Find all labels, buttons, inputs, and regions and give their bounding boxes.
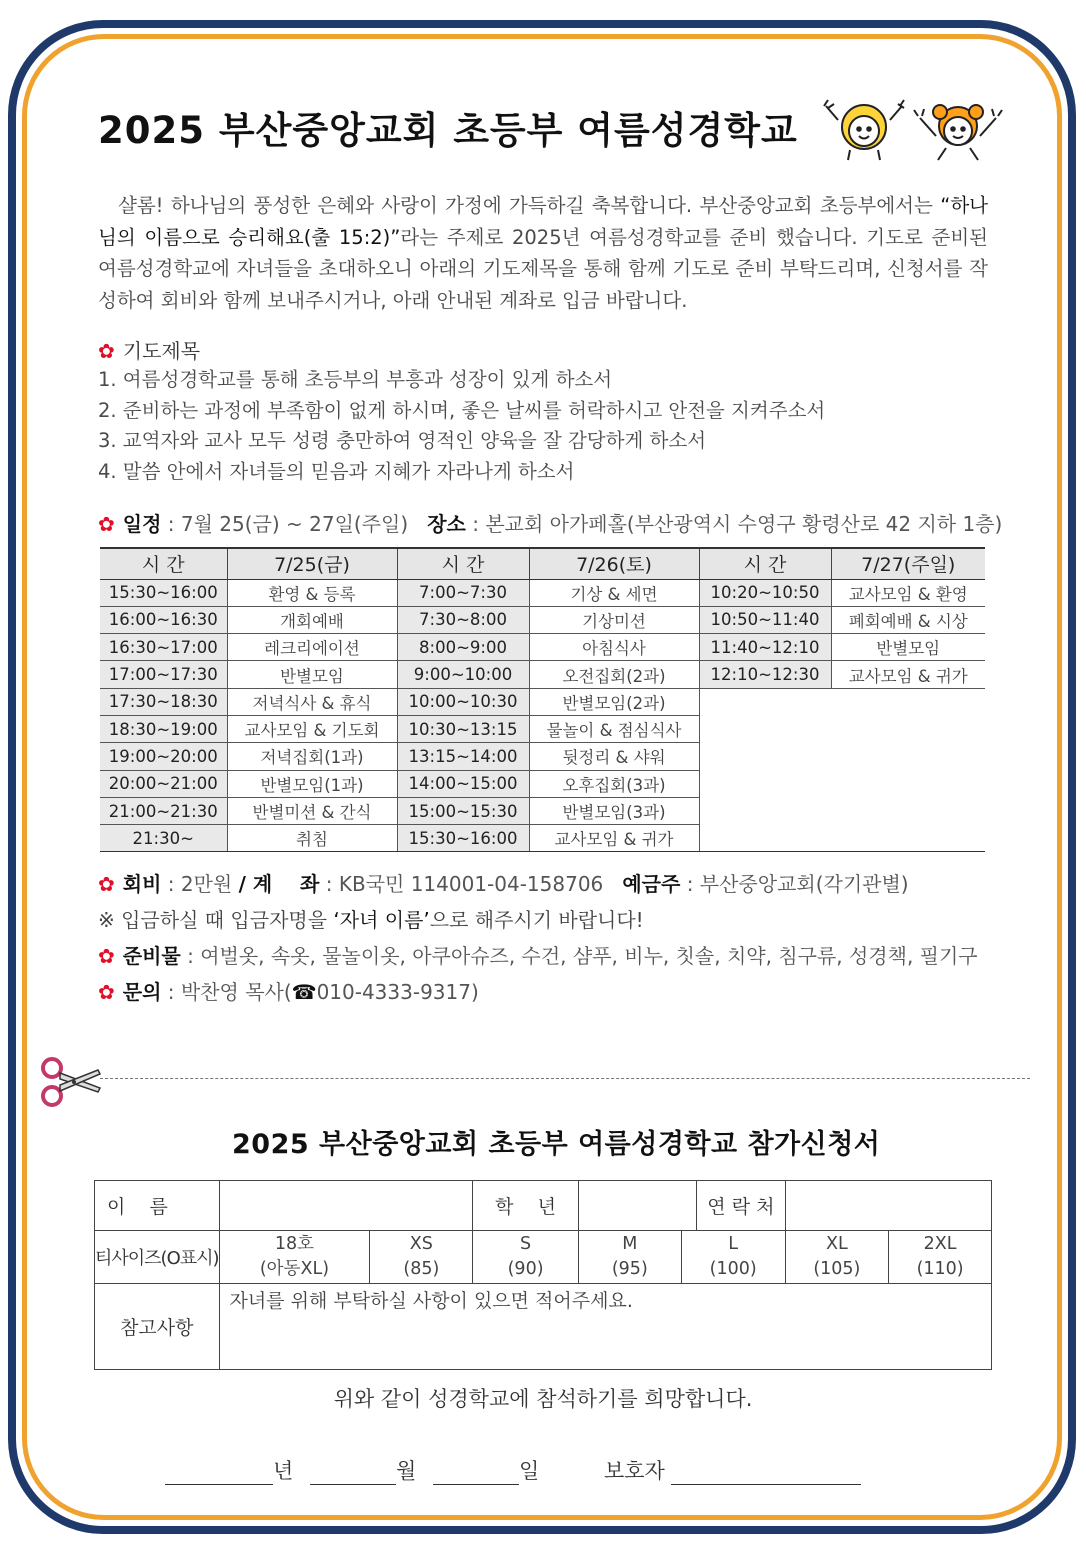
schedule-time-cell: 7:30~8:00 xyxy=(397,606,529,633)
deposit-note-emphasis: ‘자녀 이름’ xyxy=(333,908,430,932)
supplies-value: 여벌옷, 속옷, 물놀이옷, 아쿠아슈즈, 수건, 샴푸, 비누, 칫솔, 치약, 침구류, 성경책, 필기구 xyxy=(200,944,978,968)
prayer-list xyxy=(98,365,825,487)
schedule-time-cell: 10:00~10:30 xyxy=(397,688,529,715)
empty-cell xyxy=(831,825,985,852)
date-label: 일정 xyxy=(122,512,162,536)
intro-theme-quote: “하나님의 이름으로 승리해요(출 15:2)” xyxy=(98,194,988,249)
schedule-event-cell: 기상 & 세면 xyxy=(529,579,699,606)
schedule-event-cell: 반별모임 xyxy=(227,661,397,688)
header-day-1: 7/25(금) xyxy=(227,548,397,579)
size-top: M xyxy=(622,1234,638,1254)
schedule-time-cell: 10:30~13:15 xyxy=(397,715,529,742)
schedule-time-cell: 17:30~18:30 xyxy=(100,688,227,715)
contact-label: 문의 xyxy=(122,980,162,1004)
schedule-time-cell: 14:00~15:00 xyxy=(397,770,529,797)
schedule-row xyxy=(100,797,985,824)
contact-field[interactable] xyxy=(785,1181,991,1231)
fee-row: ✿ 회비 : 2만원 / 계 좌 : KB국민 114001-04-158706 예금주 : 부산중앙교회(각기관별) xyxy=(98,872,909,896)
deposit-note xyxy=(98,904,644,933)
prayer-item: 2. 준비하는 과정에 부족함이 없게 하시며, 좋은 날씨를 허락하시고 안전을 지켜주소서 xyxy=(98,398,826,422)
size-top: XL xyxy=(825,1234,848,1254)
schedule-event-cell: 폐회예배 & 시상 xyxy=(831,606,985,633)
schedule-event-cell: 물놀이 & 점심식사 xyxy=(529,715,699,742)
year-blank[interactable] xyxy=(165,1461,273,1485)
guardian-label: 보호자 xyxy=(603,1459,665,1483)
schedule-table xyxy=(100,547,985,852)
schedule-event-cell: 교사모임 & 환영 xyxy=(831,579,985,606)
empty-cell xyxy=(699,825,831,852)
schedule-event-cell: 오후집회(3과) xyxy=(529,770,699,797)
schedule-row xyxy=(100,634,985,661)
phone-icon: ☎ xyxy=(291,980,317,1004)
size-option[interactable] xyxy=(219,1231,370,1284)
prayer-item: 3. 교역자와 교사 모두 성령 충만하여 영적인 양육을 잘 감당하게 하소서 xyxy=(98,429,707,452)
schedule-row xyxy=(100,661,985,688)
size-top: L xyxy=(728,1234,739,1254)
prayer-item: 4. 말씀 안에서 자녀들의 믿음과 지혜가 자라나게 하소서 xyxy=(98,459,575,483)
year-label: 년 xyxy=(273,1459,294,1483)
schedule-row xyxy=(100,825,985,852)
size-top: S xyxy=(520,1234,532,1254)
schedule-event-cell: 반별모임(1과) xyxy=(227,770,397,797)
cut-line xyxy=(100,1078,1030,1079)
schedule-event-cell: 취침 xyxy=(227,825,397,852)
place-value: 본교회 아가페홀(부산광역시 수영구 황령산로 42 지하 1층) xyxy=(485,512,1003,536)
supplies-label: 준비물 xyxy=(122,944,181,968)
day-label: 일 xyxy=(518,1459,540,1483)
schedule-event-cell: 반별모임(2과) xyxy=(529,688,699,715)
size-bottom: (110) xyxy=(916,1259,964,1279)
flower-icon: ✿ xyxy=(98,944,115,968)
size-bottom: (100) xyxy=(709,1259,757,1279)
contact-field-label: 연 락 처 xyxy=(697,1181,785,1231)
flower-icon: ✿ xyxy=(98,512,115,536)
guardian-blank[interactable] xyxy=(671,1461,861,1485)
flower-icon: ✿ xyxy=(98,872,115,896)
notes-field[interactable] xyxy=(219,1284,991,1370)
schedule-row xyxy=(100,688,985,715)
size-bottom: (105) xyxy=(813,1259,861,1279)
prayer-heading-label: 기도제목 xyxy=(122,339,201,363)
deposit-note-suffix: 으로 해주시기 바랍니다! xyxy=(429,908,644,932)
schedule-time-cell: 19:00~20:00 xyxy=(100,743,227,770)
schedule-row xyxy=(100,770,985,797)
schedule-event-cell: 반별모임(3과) xyxy=(529,797,699,824)
size-option[interactable] xyxy=(681,1231,785,1284)
empty-cell xyxy=(699,797,831,824)
contact-phone: 010-4333-9317) xyxy=(316,980,479,1004)
schedule-row xyxy=(100,579,985,606)
schedule-event-cell: 기상미션 xyxy=(529,606,699,633)
wish-statement: 위와 같이 성경학교에 참석하기를 희망합니다. xyxy=(333,1387,753,1411)
schedule-time-cell: 20:00~21:00 xyxy=(100,770,227,797)
size-option[interactable] xyxy=(889,1231,992,1284)
schedule-event-cell: 교사모임 & 기도회 xyxy=(227,715,397,742)
schedule-time-cell: 9:00~10:00 xyxy=(397,661,529,688)
notes-hint: 자녀를 위해 부탁하실 사항이 있으면 적어주세요. xyxy=(229,1290,633,1312)
notes-label: 참고사항 xyxy=(95,1284,220,1370)
size-bottom: (95) xyxy=(611,1259,648,1279)
scissors-icon xyxy=(38,1054,104,1110)
schedule-event-cell: 레크리에이션 xyxy=(227,634,397,661)
schedule-time-cell: 10:50~11:40 xyxy=(699,606,831,633)
prayer-heading xyxy=(98,335,200,364)
empty-cell xyxy=(831,743,985,770)
schedule-time-cell: 16:00~16:30 xyxy=(100,606,227,633)
name-label: 이 름 xyxy=(95,1181,220,1231)
schedule-row xyxy=(100,606,985,633)
fee-value: 2만원 xyxy=(180,872,233,896)
size-bottom: (85) xyxy=(403,1259,440,1279)
schedule-time-cell: 17:00~17:30 xyxy=(100,661,227,688)
empty-cell xyxy=(831,770,985,797)
contact-row: ✿ 문의 : 박찬영 목사(☎010-4333-9317) xyxy=(98,980,479,1004)
schedule-event-cell: 저녁식사 & 휴식 xyxy=(227,688,397,715)
flower-icon: ✿ xyxy=(98,980,115,1004)
fee-label: 회비 xyxy=(122,872,162,896)
size-label: 티사이즈(O표시) xyxy=(95,1231,220,1284)
schedule-time-cell: 15:00~15:30 xyxy=(397,797,529,824)
schedule-event-cell: 아침식사 xyxy=(529,634,699,661)
header-time-3: 시 간 xyxy=(699,548,831,579)
schedule-time-cell: 15:30~16:00 xyxy=(397,825,529,852)
schedule-info: ✿ 일정 : 7월 25(금) ~ 27일(주일) 장소 : 본교회 아가페홀(부산광역시 수영구 황령산로 42 지하 1층) xyxy=(98,512,1003,536)
account-value: KB국민 114001-04-158706 xyxy=(338,872,604,896)
schedule-event-cell: 뒷정리 & 샤워 xyxy=(529,743,699,770)
schedule-row xyxy=(100,743,985,770)
size-option[interactable] xyxy=(785,1231,889,1284)
place-label: 장소 xyxy=(427,512,466,536)
schedule-event-cell: 개회예배 xyxy=(227,606,397,633)
boy-figure xyxy=(824,100,904,160)
schedule-time-cell: 21:00~21:30 xyxy=(100,797,227,824)
empty-cell xyxy=(699,715,831,742)
header-day-2: 7/26(토) xyxy=(529,548,699,579)
holder-label: 예금주 xyxy=(622,872,681,896)
intro-text-1: 샬롬! 하나님의 풍성한 은혜와 사랑이 가정에 가득하길 축복합니다. 부산중앙교회 초등부에서는 xyxy=(118,194,933,217)
schedule-event-cell: 환영 & 등록 xyxy=(227,579,397,606)
prayer-item: 1. 여름성경학교를 통해 초등부의 부흥과 성장이 있게 하소서 xyxy=(98,368,613,391)
supplies-row: ✿ 준비물 : 여벌옷, 속옷, 물놀이옷, 아쿠아슈즈, 수건, 샴푸, 비누, 칫솔, 치약, 침구류, 성경책, 필기구 xyxy=(98,944,978,968)
signature-row xyxy=(165,1455,861,1485)
name-field[interactable] xyxy=(219,1181,473,1231)
schedule-time-cell: 13:15~14:00 xyxy=(397,743,529,770)
girl-figure xyxy=(914,105,1002,160)
grade-field[interactable] xyxy=(578,1181,696,1231)
size-bottom: (90) xyxy=(507,1259,544,1279)
empty-cell xyxy=(831,688,985,715)
size-top: 2XL xyxy=(923,1234,957,1254)
intro-paragraph xyxy=(98,190,988,316)
schedule-event-cell: 반별모임 xyxy=(831,634,985,661)
empty-cell xyxy=(699,688,831,715)
empty-cell xyxy=(831,715,985,742)
schedule-time-cell: 21:30~ xyxy=(100,825,227,852)
schedule-event-cell: 반별미션 & 간식 xyxy=(227,797,397,824)
deposit-note-prefix: ※ 입금하실 때 입금자명을 xyxy=(98,908,334,932)
schedule-event-cell: 오전집회(2과) xyxy=(529,661,699,688)
page-title: 2025 부산중앙교회 초등부 여름성경학교 xyxy=(98,109,798,152)
schedule-event-cell: 교사모임 & 귀가 xyxy=(831,661,985,688)
flower-icon: ✿ xyxy=(98,339,115,363)
grade-label: 학 년 xyxy=(473,1181,578,1231)
header-time-2: 시 간 xyxy=(397,548,529,579)
account-label: 계 좌 xyxy=(252,872,320,896)
month-blank[interactable] xyxy=(310,1461,396,1485)
size-top: 18호 xyxy=(274,1234,315,1254)
schedule-time-cell: 7:00~7:30 xyxy=(397,579,529,606)
schedule-time-cell: 18:30~19:00 xyxy=(100,715,227,742)
schedule-time-cell: 8:00~9:00 xyxy=(397,634,529,661)
schedule-row xyxy=(100,715,985,742)
holder-value: 부산중앙교회(각기관별) xyxy=(699,872,909,896)
header-day-3: 7/27(주일) xyxy=(831,548,985,579)
size-bottom: (아동XL) xyxy=(259,1259,330,1279)
empty-cell xyxy=(831,797,985,824)
schedule-event-cell: 교사모임 & 귀가 xyxy=(529,825,699,852)
contact-name: 박찬영 목사( xyxy=(180,980,292,1004)
schedule-time-cell: 16:30~17:00 xyxy=(100,634,227,661)
empty-cell xyxy=(699,743,831,770)
header-time-1: 시 간 xyxy=(100,548,227,579)
day-blank[interactable] xyxy=(433,1461,519,1485)
schedule-time-cell: 11:40~12:10 xyxy=(699,634,831,661)
application-form xyxy=(94,1180,992,1370)
schedule-time-cell: 12:10~12:30 xyxy=(699,661,831,688)
size-option[interactable] xyxy=(370,1231,473,1284)
schedule-time-cell: 10:20~10:50 xyxy=(699,579,831,606)
intro-text-2: 라는 주제로 2025년 여름성경학교를 준비 했습니다. 기도로 준비된 여름성경학교에 자녀들을 초대하오니 아래의 기도제목을 통해 함께 기도로 준비 부탁드리며, 신청서를 작성하여 회비와 함께 보내주시거나, 아래 안내된 계좌로 입금 바랍니다. xyxy=(98,225,989,312)
empty-cell xyxy=(699,770,831,797)
schedule-time-cell: 15:30~16:00 xyxy=(100,579,227,606)
date-value: 7월 25(금) ~ 27일(주일) xyxy=(180,512,409,536)
size-option[interactable] xyxy=(578,1231,681,1284)
schedule-event-cell: 저녁집회(1과) xyxy=(227,743,397,770)
kids-illustration xyxy=(816,92,1016,162)
form-title: 2025 부산중앙교회 초등부 여름성경학교 참가신청서 xyxy=(232,1129,881,1160)
month-label: 월 xyxy=(395,1459,417,1483)
size-option[interactable] xyxy=(473,1231,578,1284)
size-top: XS xyxy=(409,1234,433,1254)
